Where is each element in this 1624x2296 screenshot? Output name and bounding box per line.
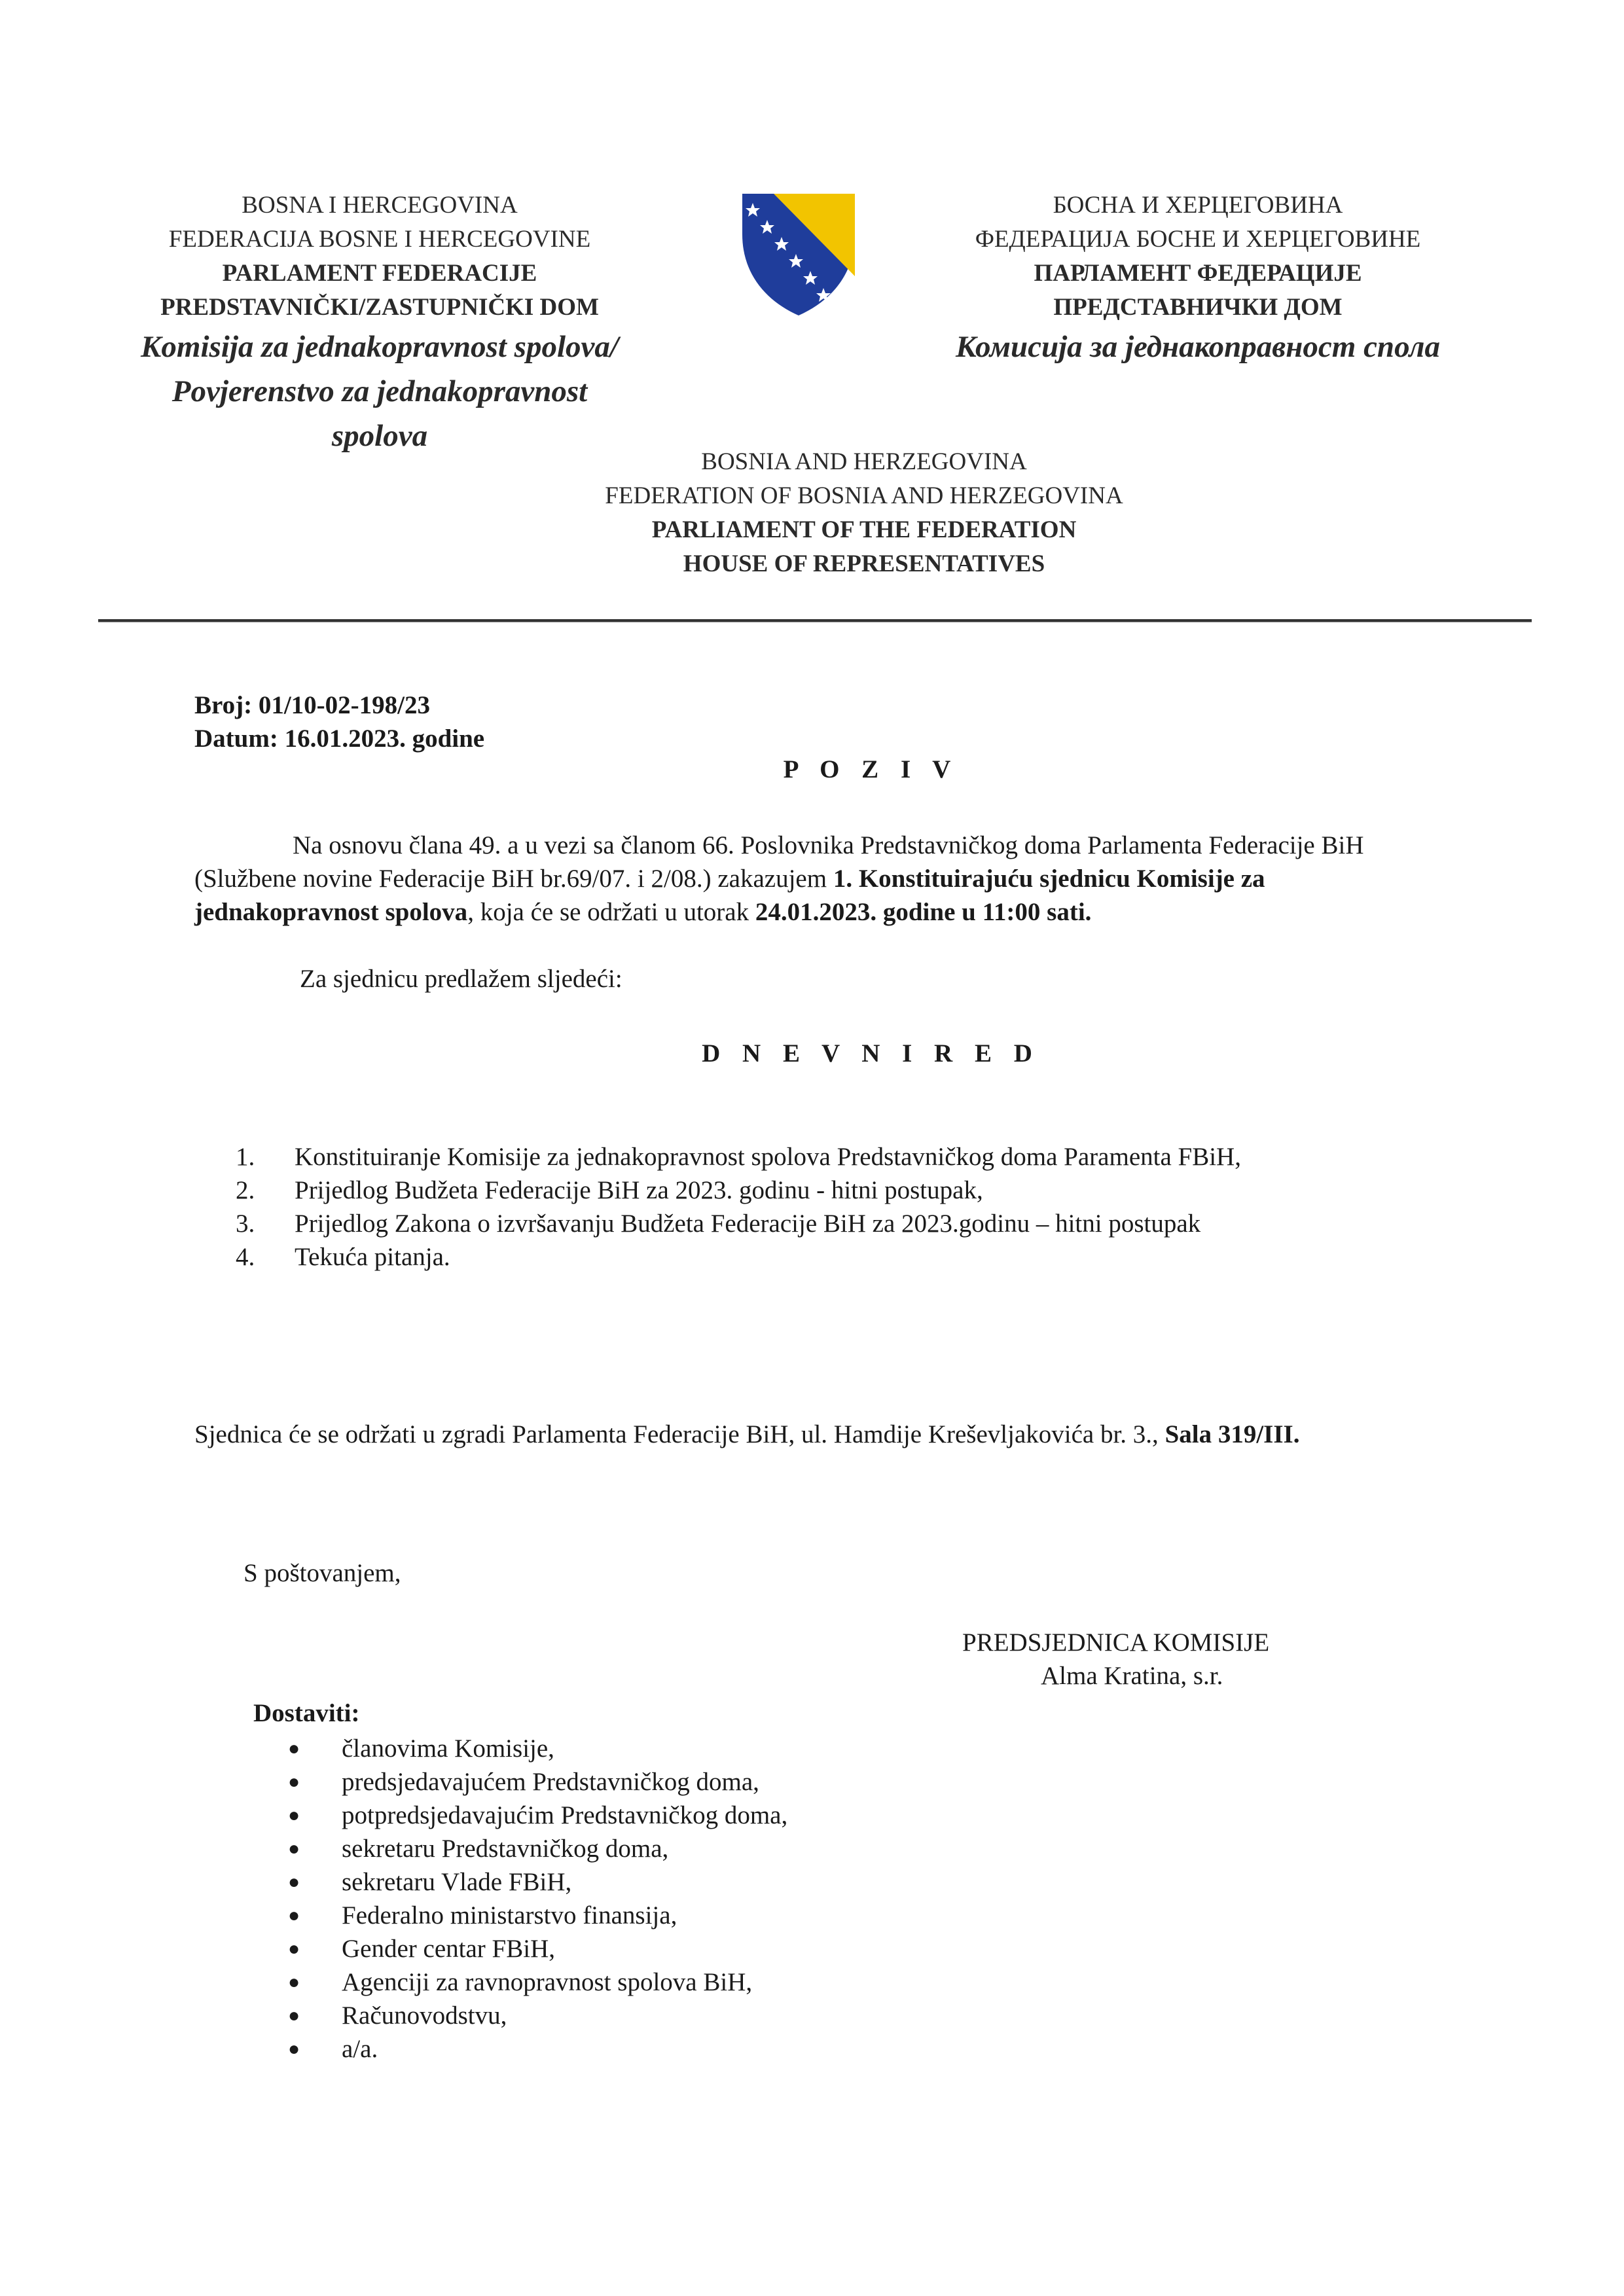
delivery-item <box>288 2032 787 2066</box>
bullet-icon: ● <box>288 1738 300 1759</box>
signature-block <box>962 1626 1420 1693</box>
bullet-icon: ● <box>288 2038 300 2060</box>
reference-number: Broj: 01/10-02-198/23 <box>194 691 430 719</box>
delivery-title: Dostaviti: <box>253 1699 360 1727</box>
header-left-line7: spolova <box>331 419 428 453</box>
agenda-item-text: Prijedlog Budžeta Federacije BiH za 2023. godinu - hitni postupak, <box>295 1176 983 1204</box>
delivery-item <box>288 1899 787 1932</box>
header-center-line3: PARLIAMENT OF THE FEDERATION <box>651 516 1077 543</box>
delivery-item-text: potpredsjedavajućim Predstavničkog doma, <box>342 1801 788 1829</box>
agenda-intro: Za sjednicu predlažem sljedeći: <box>300 965 623 993</box>
delivery-item-text: Računovodstvu, <box>342 2001 507 2030</box>
header-divider <box>98 619 1532 622</box>
bullet-icon: ● <box>288 1938 300 1960</box>
delivery-item-text: sekretaru Predstavničkog doma, <box>342 1835 669 1863</box>
header-right <box>916 188 1479 369</box>
reference-date: Datum: 16.01.2023. godine <box>194 725 485 753</box>
bullet-icon: ● <box>288 2005 300 2026</box>
agenda-item <box>236 1140 1479 1174</box>
signature-name: Alma Kratina, s.r. <box>1041 1662 1223 1690</box>
header-left-line2: FEDERACIJA BOSNE I HERCEGOVINE <box>168 226 591 253</box>
agenda-item-number: 2. <box>236 1176 255 1204</box>
venue-paragraph <box>194 1418 1438 1451</box>
venue-text: Sjednica će se održati u zgradi Parlamenta Federacije BiH, ul. Hamdije Kreševljakovića br. 3., <box>194 1420 1165 1448</box>
agenda-list <box>236 1140 1479 1274</box>
agenda-item-text: Prijedlog Zakona o izvršavanju Budžeta Federacije BiH za 2023.godinu – hitni postupak <box>295 1210 1201 1238</box>
signature-title: PREDSJEDNICA KOMISIJE <box>962 1628 1270 1657</box>
intro-bold-1: 1. Konstituirajuću sjednicu Komisije za jednakopravnost spolova <box>194 865 1265 926</box>
intro-text-1: Na osnovu člana 49. a u vezi sa članom 66. Poslovnika Predstavničkog doma Parlamenta Federacije BiH (Službene novine Federacije BiH br.69/07. i 2/08.) zakazujem <box>194 831 1364 893</box>
header-right-line1: БОСНА И ХЕРЦЕГОВИНА <box>1053 192 1343 219</box>
agenda-item <box>236 1207 1479 1240</box>
header-right-line4: ПРЕДСТАВНИЧКИ ДОМ <box>1053 294 1343 321</box>
delivery-item-text: Federalno ministarstvo finansija, <box>342 1901 677 1929</box>
header-left-line1: BOSNA I HERCEGOVINA <box>242 192 518 219</box>
header-left-line5: Komisija za jednakopravnost spolova/ <box>141 330 619 364</box>
agenda-item-text: Tekuća pitanja. <box>295 1243 450 1271</box>
delivery-item-text: predsjedavajućem Predstavničkog doma, <box>342 1768 759 1796</box>
header-right-line3: ПАРЛАМЕНТ ФЕДЕРАЦИЈЕ <box>1034 260 1362 287</box>
bullet-icon: ● <box>288 1804 300 1826</box>
agenda-item-number: 1. <box>236 1143 255 1171</box>
delivery-item <box>288 1932 787 1965</box>
bullet-icon: ● <box>288 1871 300 1893</box>
header-center-line2: FEDERATION OF BOSNIA AND HERZEGOVINA <box>605 482 1123 509</box>
venue-room: Sala 319/III. <box>1164 1420 1300 1448</box>
header-left-line3: PARLAMENT FEDERACIJE <box>222 260 537 287</box>
intro-bold-2: 24.01.2023. godine u 11:00 sati. <box>755 898 1092 926</box>
delivery-item-text: sekretaru Vlade FBiH, <box>342 1868 572 1896</box>
coat-of-arms-icon <box>733 188 864 319</box>
closing-regards: S poštovanjem, <box>244 1559 401 1587</box>
header-left-line4: PREDSTAVNIČKI/ZASTUPNIČKI DOM <box>160 294 599 321</box>
bullet-icon: ● <box>288 1905 300 1926</box>
delivery-item <box>288 1799 787 1832</box>
bullet-icon: ● <box>288 1971 300 1993</box>
header-right-line5: Комисија за једнакоправност спола <box>955 330 1441 364</box>
header-center-line1: BOSNIA AND HERZEGOVINA <box>701 448 1027 475</box>
header-right-line2: ФЕДЕРАЦИЈА БОСНЕ И ХЕРЦЕГОВИНЕ <box>975 226 1421 253</box>
document-title: P O Z I V <box>783 755 959 783</box>
delivery-item <box>288 1832 787 1865</box>
header-center <box>367 445 1362 581</box>
delivery-item <box>288 1965 787 1999</box>
delivery-item <box>288 1765 787 1799</box>
delivery-item-text: članovima Komisije, <box>342 1734 554 1763</box>
agenda-item-number: 4. <box>236 1243 255 1271</box>
delivery-list <box>288 1732 787 2066</box>
delivery-item <box>288 1732 787 1765</box>
header-center-line4: HOUSE OF REPRESENTATIVES <box>683 550 1045 577</box>
header-left-line6: Povjerenstvo za jednakopravnost <box>171 374 588 408</box>
delivery-item-text: Gender centar FBiH, <box>342 1935 555 1963</box>
intro-text-2: , koja će se održati u utorak <box>467 898 755 926</box>
delivery-item-text: a/a. <box>342 2035 378 2063</box>
agenda-item <box>236 1174 1479 1207</box>
bullet-icon: ● <box>288 1771 300 1793</box>
intro-paragraph <box>194 829 1438 929</box>
delivery-item <box>288 1999 787 2032</box>
agenda-item <box>236 1240 1479 1274</box>
header-left <box>98 188 661 458</box>
agenda-item-text: Konstituiranje Komisije za jednakopravnost spolova Predstavničkog doma Paramenta FBiH, <box>295 1143 1241 1171</box>
agenda-item-number: 3. <box>236 1210 255 1238</box>
agenda-title: D N E V N I R E D <box>702 1039 1040 1067</box>
delivery-item-text: Agenciji za ravnopravnost spolova BiH, <box>342 1968 753 1996</box>
delivery-item <box>288 1865 787 1899</box>
reference-block <box>194 689 484 755</box>
bullet-icon: ● <box>288 1838 300 1859</box>
